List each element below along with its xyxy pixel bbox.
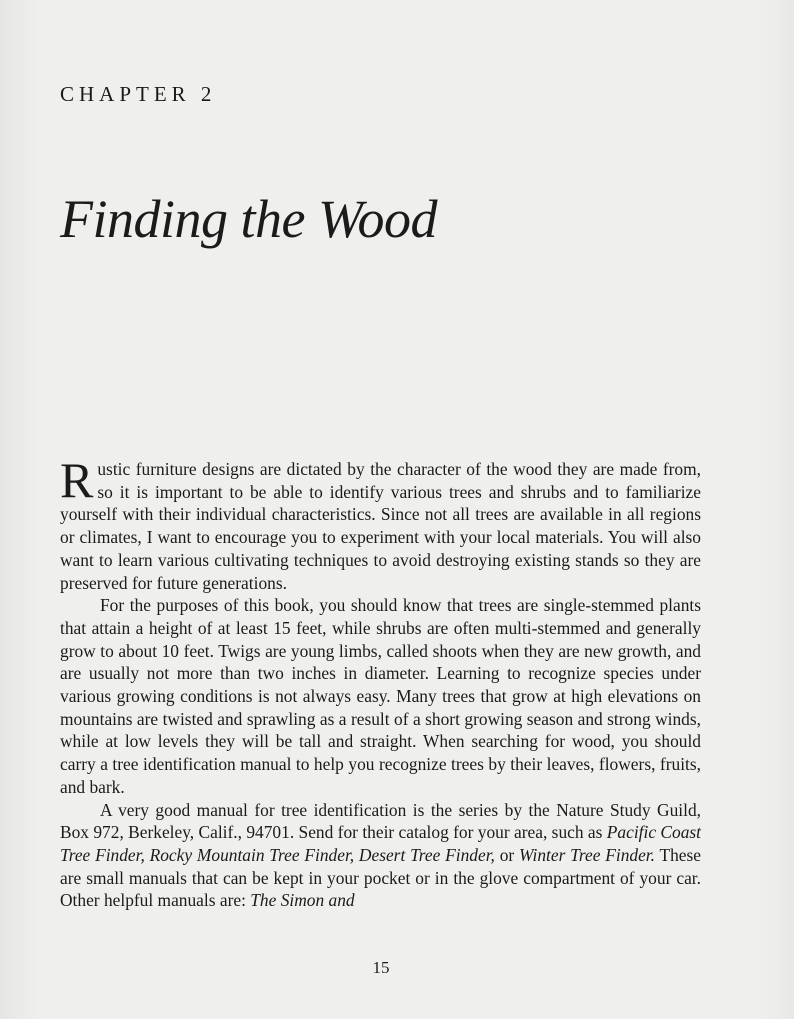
paragraph-3: [60, 799, 701, 913]
paragraph-1: [60, 452, 701, 594]
chapter-label: CHAPTER 2: [60, 82, 217, 106]
drop-cap: R: [60, 452, 94, 508]
paragraph-3-text-1: A very good manual for tree identification is the series by the Nature Study Guild, Box 972, Berkeley, Calif., 94701. Send for their catalog for your area, such as: [60, 799, 701, 843]
chapter-title: Finding the Wood: [60, 189, 437, 249]
paragraph-3-text-2: or: [494, 844, 519, 865]
body-text: [60, 452, 702, 912]
page-number: 15: [372, 958, 390, 977]
paragraph-3-text-3: These are small manuals that can be kept in your pocket or in the glove compartment of your car. Other helpful manuals are:: [60, 844, 702, 911]
book-title-1: Pacific Coast Tree Finder, Rocky Mountain Tree Finder, Desert Tree Finder,: [60, 822, 701, 865]
paragraph-2: For the purposes of this book, you should know that trees are single-stemmed plants that attain a height of at least 15 feet, while shrubs are often multi-stemmed and generally grow to about 10 feet. Twigs are young limbs, called shoots when they are new growth, and are usually not more than two inches in diameter. Learning to recognize species under various growing conditions is not always easy. Many trees that grow at high elevations on mountains are twisted and sprawling as a result of a short growing season and strong winds, while at low levels they will be tall and straight. When searching for wood, you should carry a tree identification manual to help you recognize trees by their leaves, flowers, fruits, and bark.: [60, 595, 701, 797]
paragraph-1-text: ustic furniture designs are dictated by the character of the wood they are made from, so it is important to be able to identify various trees and shrubs and to familiarize yourself with their individual characteristics. Since not all trees are available in all regions or climates, I want to encourage you to experiment with your local materials. You will also want to learn various cultivating techniques to avoid destroying existing stands so they are preserved for future generations.: [60, 459, 701, 593]
book-title-3: The Simon and: [250, 890, 355, 911]
book-title-2: Winter Tree Finder.: [519, 844, 655, 865]
